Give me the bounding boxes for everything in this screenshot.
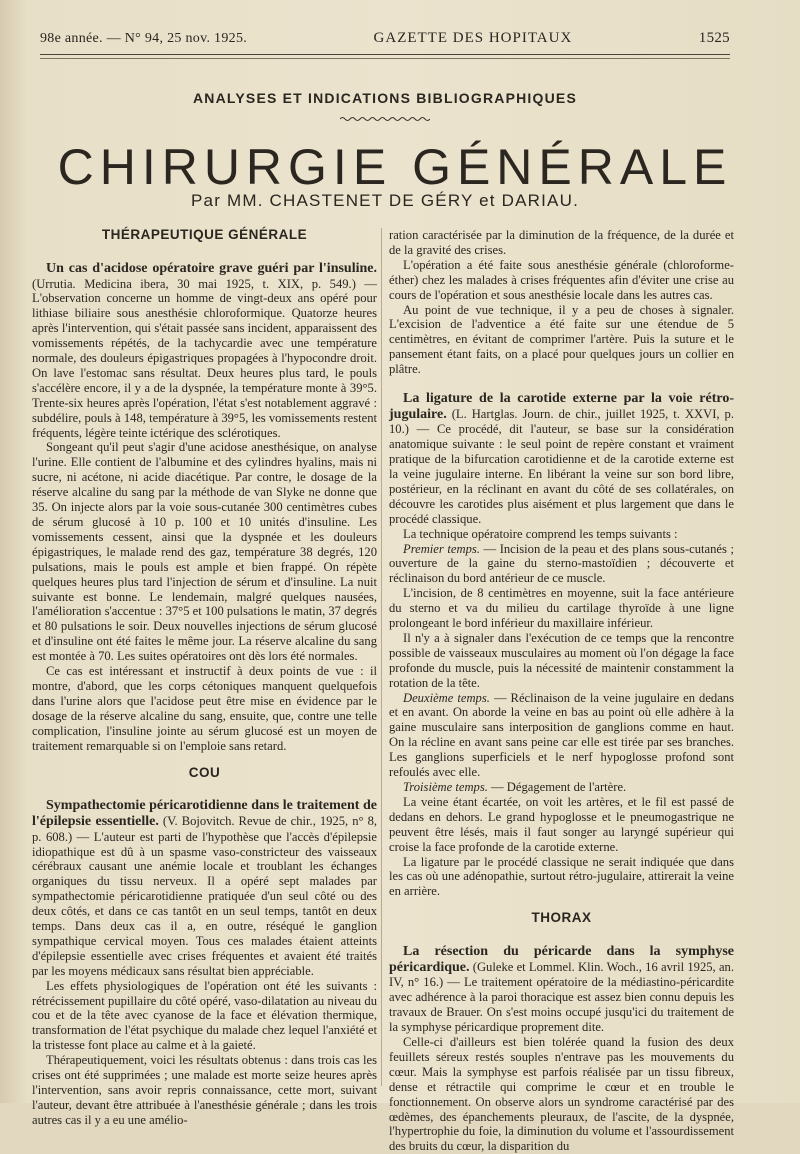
article-title: La ligature de la carotide externe par la voie rétro-jugulaire.: [389, 391, 734, 422]
column-divider: [381, 228, 382, 1086]
article-reference: (Guleke et Lommel. Klin. Woch., 16 avril 1925, an. IV, n° 16.) —: [389, 959, 734, 990]
paragraph: Les effets physiologiques de l'opération ont été les suivants : rétrécissement pupillaire du côté opéré, vaso-dilatation au niveau du cou et de la tête avec cyanose de la face et élévation thermique, transformation de l'état psychique du malade chez lequel l'anxiété et la tristesse font place au calme et à la gaieté.: [32, 978, 377, 1053]
paragraph: La technique opératoire comprend les temps suivants :: [403, 526, 678, 541]
paragraph-text: L'observation concerne un homme de vingt-deux ans opéré pour lithiase biliaire sous anesthésie chloroformique. Quatorze heures après l'intervention, qui s'était passée sans incident, apparaissent des vomissements répétés, de la tachycardie avec une température normale, des douleurs épigastriques propagées à l'hypocondre droit. On lave l'estomac sans résultat. Deux heures plus tard, le pouls s'accélère encore, il y a de la dyspnée, la température monte à 39°5. Trente-six heures après l'opération, l'état s'est notablement aggravé : subdélire, pouls à 148, température à 39°5, les vomissements restent fréquents, légère teinte ictérique des sclérotiques.: [32, 291, 377, 440]
header-rule-secondary: [40, 58, 730, 59]
section-heading: THÉRAPEUTIQUE GÉNÉRALE: [101, 227, 308, 242]
article-title: Un cas d'acidose opératoire grave guéri par l'insuline.: [46, 260, 377, 276]
step-label: Deuxième temps.: [403, 690, 490, 705]
step-text: — Dégagement de l'artère.: [491, 780, 627, 794]
paragraph: Il n'y a à signaler dans l'exécution de ce temps que la rencontre possible de vaisseaux musculaires au moment où l'on dégage la face profonde du muscle, puis la nécessité de maintenir constamment la rotation de la tête.: [389, 630, 734, 690]
ornament-divider: [340, 116, 430, 122]
byline: Par MM. CHASTENET DE GÉRY et DARIAU.: [191, 191, 579, 210]
step-paragraph: [389, 691, 734, 780]
article-title: La résection du péricarde dans la symphyse péricardique.: [389, 944, 734, 975]
article-reference: (L. Hartglas. Journ. de chir., juillet 1925, t. XXVI, p. 10.) —: [389, 406, 734, 437]
step-text: — Réclinaison de la veine jugulaire en dedans et en avant. On aborde la veine en bas au point où elle adhère à la gaine musculaire sans interposition de ganglions comme en haut. On la récline en avant sans peine car elle est tirée par ses branches. Les ganglions superficiels et le nerf hypoglosse profond sont refoulés avec elle.: [389, 690, 734, 780]
article-paragraph: [32, 798, 377, 978]
paragraph: Thérapeutiquement, voici les résultats obtenus : dans trois cas les crises ont été supprimées ; une malade est morte seize heures après l'intervention, sans avoir repris connaissance, cette mort, suivant l'auteur, devant être attribuée à l'anesthésie générale ; dans les trois autres cas il y a eu une amélio-: [32, 1053, 377, 1127]
article-reference: (V. Bojovitch. Revue de chir., 1925, n° 8, p. 608.) —: [32, 814, 378, 844]
section-heading: THORAX: [531, 910, 592, 926]
article-title: Sympathectomie péricarotidienne dans le traitement de l'épilepsie essentielle.: [32, 798, 377, 829]
article-paragraph: [389, 944, 734, 1035]
article-reference: (Urrutia. Medicina ibera, 30 mai 1925, t. XIX, p. 549.) —: [32, 276, 377, 291]
rubric-heading: ANALYSES ET INDICATIONS BIBLIOGRAPHIQUES: [192, 90, 578, 106]
page-number: 1525: [698, 30, 730, 46]
left-column: [32, 228, 377, 1128]
issue-info: 98e année. — N° 94, 25 nov. 1925.: [40, 31, 248, 46]
step-paragraph: [389, 542, 734, 587]
step-paragraph: [389, 780, 734, 795]
running-header: [40, 30, 730, 47]
step-text: — Incision de la peau et des plans sous-cutanés ; ouverture de la gaine du sterno-mastoïdien ; découverte et réclinaison du bord antérieur de ce muscle.: [389, 541, 735, 586]
paragraph: Celle-ci d'ailleurs est bien tolérée quand la fusion des deux feuillets séreux restés souples n'entrave pas les mouvements du cœur. Mais la symphyse est parfois réalisée par un tissu fibreux, dense et rétractile qui comprime le cœur et en trouble le fonctionnement. On observe alors un syndrome caractérisé par des œdèmes, des épanchements pleuraux, de l'ascite, de la dyspnée, l'hypertrophie du foie, la diminution du volume et l'assourdissement des bruits du cœur, la disparition du: [389, 1034, 734, 1154]
header-rule: [40, 54, 730, 55]
paragraph: Ce cas est intéressant et instructif à deux points de vue : il montre, d'abord, que les corps cétoniques manquent quelquefois dans l'urine alors que l'acidose peut être mise en évidence par le dosage de la réserve alcaline du sang, ensuite, que, contre une telle complication, l'insuline jointe au sérum glucosé est un moyen de traitement remarquable si on l'emploie sans retard.: [32, 664, 377, 753]
paragraph: L'opération a été faite sous anesthésie générale (chloroforme-éther) chez les malades à crises fréquentes afin d'éviter une crise au cours de l'opération et sous anesthésie locale dans les autres cas.: [389, 257, 734, 302]
paragraph: Au point de vue technique, il y a peu de choses à signaler. L'excision de l'adventice a été faite sur une étendue de 5 centimètres, en évitant de comprimer l'artère. Puis la suture et le pansement étant faits, on a placé pour quelques jours un collier en plâtre.: [389, 302, 734, 377]
right-column: [389, 228, 734, 1154]
section-heading: COU: [188, 764, 221, 780]
paragraph: Songeant qu'il peut s'agir d'une acidose anesthésique, on analyse l'urine. Elle contient de l'albumine et des cylindres hyalins, mais ni sucre, ni acétone, ni acide diacétique. Par contre, le dosage de la réserve alcaline du sang par la méthode de van Slyke ne donne que 35. On injecte alors par la voie sous-cutanée 300 centimètres cubes de sérum glucosé à 10 p. 100 et 10 unités d'insuline. Les vomissements cessent, ainsi que la dyspnée et les douleurs épigastriques, le malade rend des gaz, température 38 degrés, 120 pulsations, mais le pouls est ample et bien frappé. On répète quelques heures plus tard l'injection de sérum et d'insuline. La nuit suivante est bonne. Le lendemain, malgré quelques nausées, l'amélioration s'accentue : 37°5 et 100 pulsations le matin, 37 degrés et 80 pulsations le soir. Deux nouvelles injections de sérum glucosé et d'insuline ont été faites le même jour. La réserve alcaline du sang est montée à 70. Les suites opératoires ont dès lors été normales.: [32, 440, 377, 664]
paragraph: La veine étant écartée, on voit les artères, et le fil est passé de dedans en dehors. Le grand hypoglosse et le pneumogastrique ne peuvent être lésés, mais il faut songer au laryngé supérieur qui croise la face profonde de la carotide externe.: [389, 794, 734, 854]
paragraph: ration caractérisée par la diminution de la fréquence, de la durée et de la gravité des crises.: [389, 228, 734, 257]
paragraph-text: Ce procédé, dit l'auteur, se base sur la considération anatomique suivante : le seul point de repère constant et vraiment pratique de la bifurcation carotidienne et de la carotide externe est la veine jugulaire interne. En libérant la veine sur son bord libre, postérieur, en la réclinant en avant du côté de ses collatérales, on découvre les carotides plus aisément et plus largement que dans le procédé classique.: [389, 422, 735, 526]
article-paragraph: [32, 261, 377, 441]
article-paragraph: [389, 391, 734, 527]
step-label: Troisième temps.: [403, 780, 488, 794]
paragraph: La ligature par le procédé classique ne serait indiquée que dans les cas où une adénopathie, surtout rétro-jugulaire, attirerait la veine en arrière.: [389, 854, 734, 899]
paragraph-text: L'auteur est parti de l'hypothèse que l'accès d'épilepsie idiopathique est dû à un spasme vaso-constricteur des vaisseaux cérébraux causant une anémie locale et troublant les échanges organiques du tissu nerveux. Il a opéré sept malades par sympathectomie péricarotidienne pratiquée d'un seul côté ou des deux côtés, et dans ce cas tantôt en un seul temps, tantôt en deux temps. Dans deux cas il a, en outre, réséqué le ganglion sympathique cervical moyen. Tous ces malades étaient atteints d'épilepsie essentielle avec crises fréquentes et avaient été traités par les moyens médicaux sans résultat bien appréciable.: [32, 829, 377, 978]
paragraph-text: Le traitement opératoire de la médiastino-péricardite avec adhérence à la paroi thoracique est assez bien connu depuis les travaux de Brauer. On s'est moins occupé jusqu'ici du traitement de la symphyse péricardique proprement dite.: [389, 975, 734, 1035]
paragraph: L'incision, de 8 centimètres en moyenne, suit la face antérieure du sterno et va du milieu du cartilage thyroïde à une ligne prolongeant le bord inférieur du maxillaire inférieur.: [389, 586, 734, 631]
step-label: Premier temps.: [403, 541, 480, 556]
journal-name: GAZETTE DES HOPITAUX: [373, 30, 573, 46]
page-title: CHIRURGIE GÉNÉRALE: [57, 139, 733, 195]
